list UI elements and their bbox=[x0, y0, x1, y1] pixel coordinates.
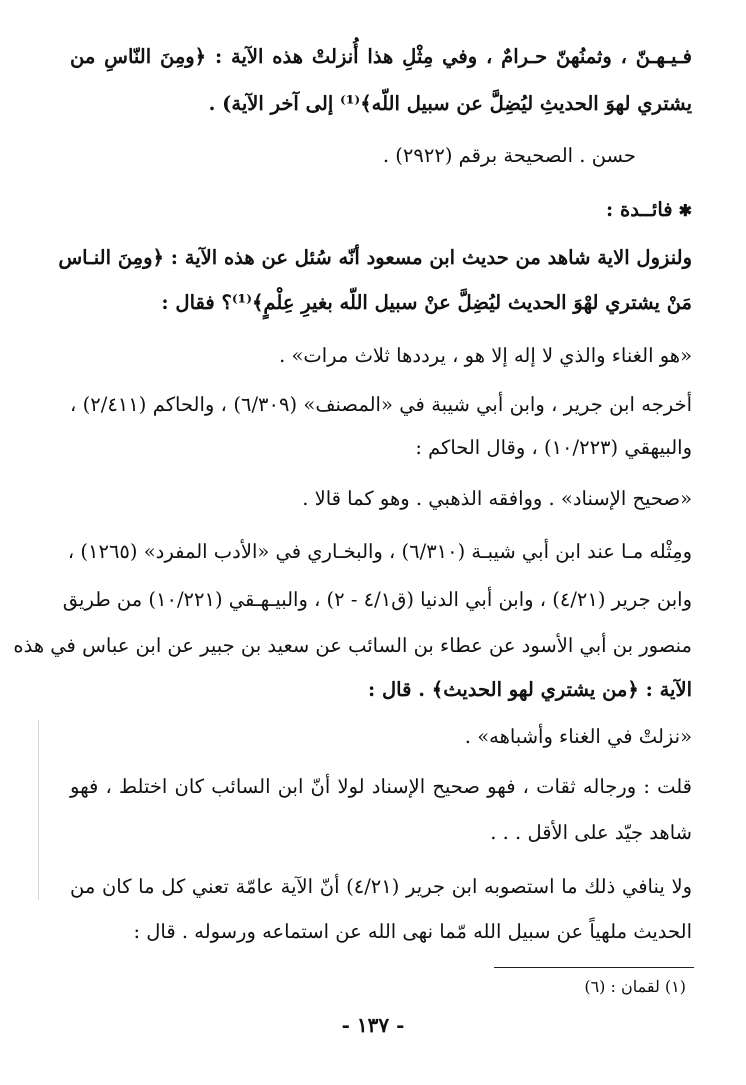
text-line-3: حسن . الصحيحة برقم (٢٩٢٢) . bbox=[382, 144, 636, 167]
text-line-7: «هو الغناء والذي لا إله إلا هو ، يرددها ثلاث مرات» . bbox=[279, 344, 692, 367]
star-icon: ✱ bbox=[678, 201, 692, 220]
footnote: (١) لقمان : (٦) bbox=[584, 977, 686, 996]
text-line-2: يشتري لهوَ الحديثِ ليُضِلَّ عن سبيل اللّه﴾⁽¹⁾ إلى آخر الآية) . bbox=[208, 92, 692, 115]
text-line-6: مَنْ يشتري لهْوَ الحديث ليُضِلَّ عنْ سبيل اللّه بغيرِ عِلْمٍ﴾⁽¹⁾؟ فقال : bbox=[161, 291, 692, 314]
text-line-18: ولا ينافي ذلك ما استصوبه ابن جرير (٤/٢١) أنّ الآية عامّة تعني كل ما كان من bbox=[70, 875, 692, 898]
text-line-5: ولنزول الاية شاهد من حديث ابن مسعود أنّه سُئل عن هذه الآية : ﴿ومِنَ النـاس bbox=[58, 246, 692, 269]
text-line-14: الآية : ﴿من يشتري لهو الحديث﴾ . قال : bbox=[368, 678, 692, 701]
footnote-divider bbox=[494, 967, 694, 968]
text-line-17: شاهد جيّد على الأقل . . . bbox=[490, 821, 692, 844]
text-line-8: أخرجه ابن جرير ، وابن أبي شيبة في «المصنف» (٦/٣٠٩) ، والحاكم (٢/٤١١) ، bbox=[70, 393, 692, 416]
text-line-13: منصور بن أبي الأسود عن عطاء بن السائب عن سعيد بن جبير عن ابن عباس في هذه bbox=[13, 634, 692, 657]
text-line-15: «نزلتْ في الغناء وأشباهه» . bbox=[464, 725, 692, 748]
text-line-11: ومِثْله مـا عند ابن أبي شيبـة (٦/٣١٠) ، والبخـاري في «الأدب المفرد» (١٢٦٥) ، bbox=[67, 540, 692, 563]
text-line-16: قلت : ورجاله ثقات ، فهو صحيح الإسناد لولا أنّ ابن السائب كان اختلط ، فهو bbox=[70, 775, 692, 798]
page-number: - ١٣٧ - bbox=[341, 1013, 405, 1037]
text-line-12: وابن جرير (٤/٢١) ، وابن أبي الدنيا (ق٤/١ - ٢) ، والبيـهـقي (١٠/٢٢١) من طريق bbox=[62, 588, 692, 611]
page-edge-mark bbox=[38, 720, 39, 900]
text-line-19: الحديث ملهياً عن سبيل الله مّما نهى الله عن استماعه ورسوله . قال : bbox=[133, 920, 692, 943]
section-heading bbox=[70, 195, 692, 226]
section-heading-label: فائــدة : bbox=[606, 198, 673, 221]
text-line-1: فـيـهـنّ ، وثمنُهنّ حـرامٌ ، وفي مِثْلِ هذا أُنزلتْ هذه الآية : ﴿ومِنَ النّاسِ من bbox=[70, 45, 692, 68]
text-line-10: «صحيح الإسناد» . ووافقه الذهبي . وهو كما قالا . bbox=[302, 487, 692, 510]
text-line-9: والبيهقي (١٠/٢٢٣) ، وقال الحاكم : bbox=[415, 436, 692, 459]
